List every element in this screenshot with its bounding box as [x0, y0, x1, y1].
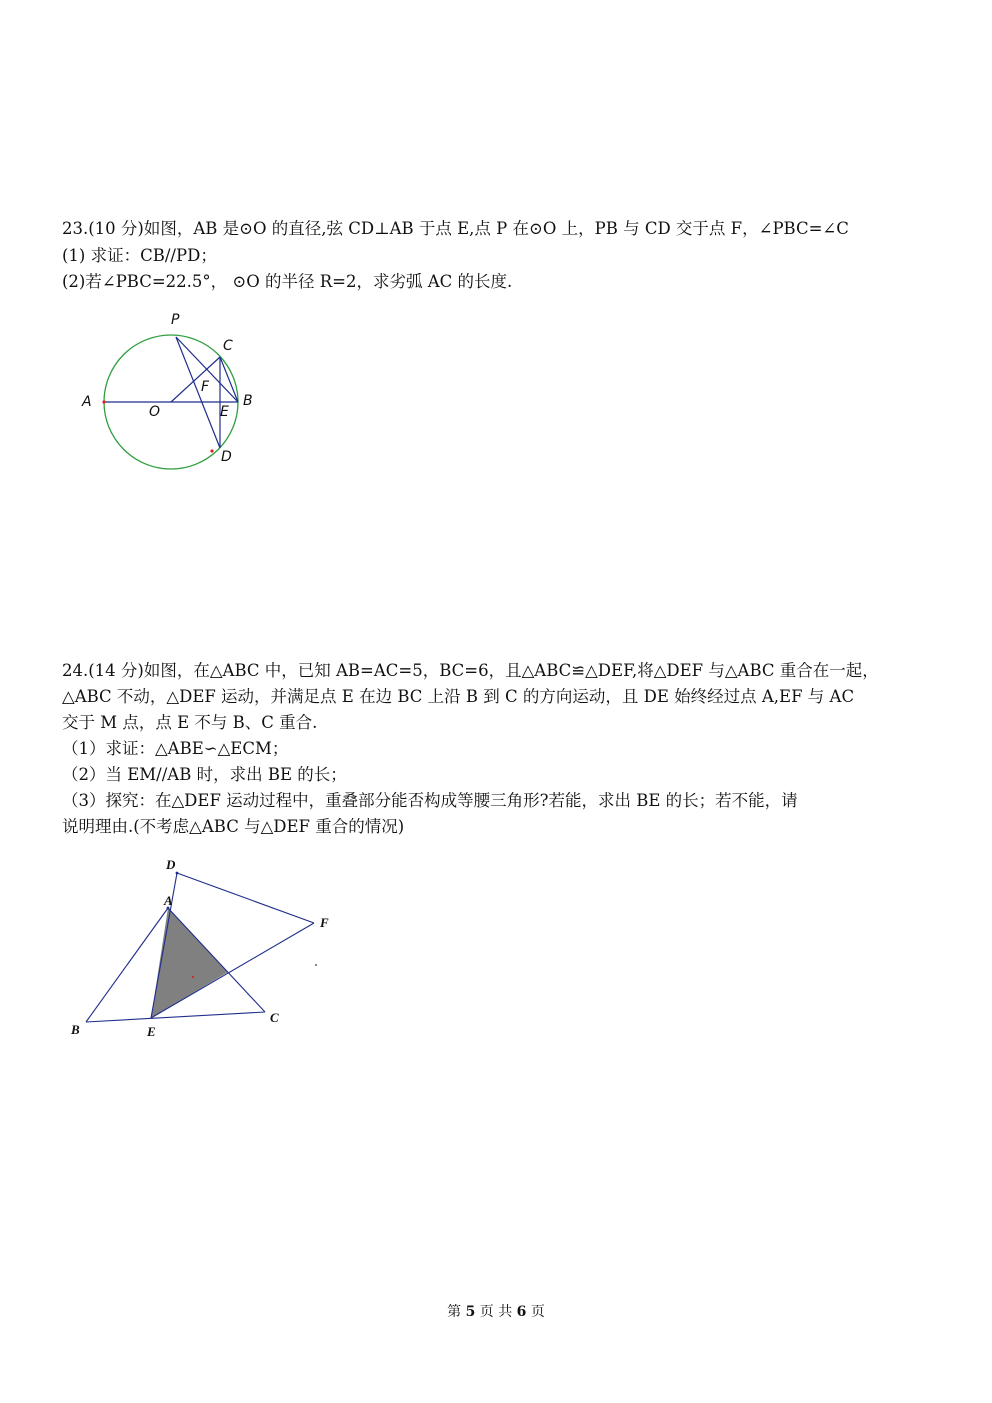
footer-suffix: 页	[530, 1304, 545, 1320]
label-a: A	[82, 394, 92, 410]
label-f: F	[320, 915, 329, 930]
segment-pd	[176, 337, 220, 448]
q24-triangle-figure	[60, 850, 350, 1050]
footer-mid: 页 共	[479, 1304, 513, 1320]
q24-line-1: 24.(14 分)如图，在△ABC 中，已知 AB=AC=5，BC=6，且△ABC≌△DEF,将△DEF 与△ABC 重合在一起，	[62, 661, 879, 680]
side-bc	[86, 1012, 265, 1022]
q24-line-2: △ABC 不动，△DEF 运动，并满足点 E 在边 BC 上沿 B 到 C 的方向运动，且 DE 始终经过点 A,EF 与 AC	[62, 687, 855, 706]
q24-line-3: 交于 M 点，点 E 不与 B、C 重合.	[62, 713, 318, 732]
point-d-mark	[210, 449, 213, 452]
segment-cb	[220, 357, 238, 402]
center-mark	[192, 976, 194, 978]
footer-total-pages: 6	[516, 1304, 527, 1320]
q24-line-5: （2）当 EM//AB 时，求出 BE 的长；	[62, 765, 347, 784]
stray-dot	[315, 964, 317, 966]
label-d: D	[221, 449, 232, 465]
label-b: B	[71, 1022, 80, 1037]
q24-line-6: （3）探究：在△DEF 运动过程中，重叠部分能否构成等腰三角形?若能，求出 BE 的长；若不能，请	[62, 791, 798, 810]
point-d	[176, 872, 179, 875]
q23-circle-figure	[70, 305, 270, 475]
q24-line-7: 说明理由.(不考虑△ABC 与△DEF 重合的情况)	[62, 817, 405, 836]
footer-prefix: 第	[447, 1304, 462, 1320]
page-footer	[0, 1303, 992, 1321]
label-d: D	[166, 857, 176, 872]
q23-line-3: (2)若∠PBC=22.5°， ⊙O 的半径 R=2，求劣弧 AC 的长度.	[62, 272, 513, 291]
label-o: O	[149, 404, 161, 420]
label-e: E	[147, 1024, 156, 1039]
label-f: F	[201, 379, 210, 395]
q23-line-2: (1) 求证：CB//PD；	[62, 246, 217, 265]
overlap-region	[151, 908, 228, 1018]
q23-line-1: 23.(10 分)如图，AB 是⊙O 的直径,弦 CD⊥AB 于点 E,点 P 在⊙O 上，PB 与 CD 交于点 F，∠PBC=∠C	[62, 219, 849, 238]
footer-page-number: 5	[465, 1304, 476, 1320]
point-a	[102, 400, 105, 403]
label-p: P	[171, 312, 180, 328]
label-b: B	[243, 393, 253, 409]
segment-oc	[171, 357, 220, 402]
label-a: A	[164, 893, 173, 908]
q24-line-4: （1）求证：△ABE∽△ECM；	[62, 739, 289, 758]
side-df	[177, 873, 314, 923]
label-c: C	[270, 1010, 279, 1025]
label-c: C	[223, 338, 233, 354]
label-e: E	[220, 404, 229, 420]
